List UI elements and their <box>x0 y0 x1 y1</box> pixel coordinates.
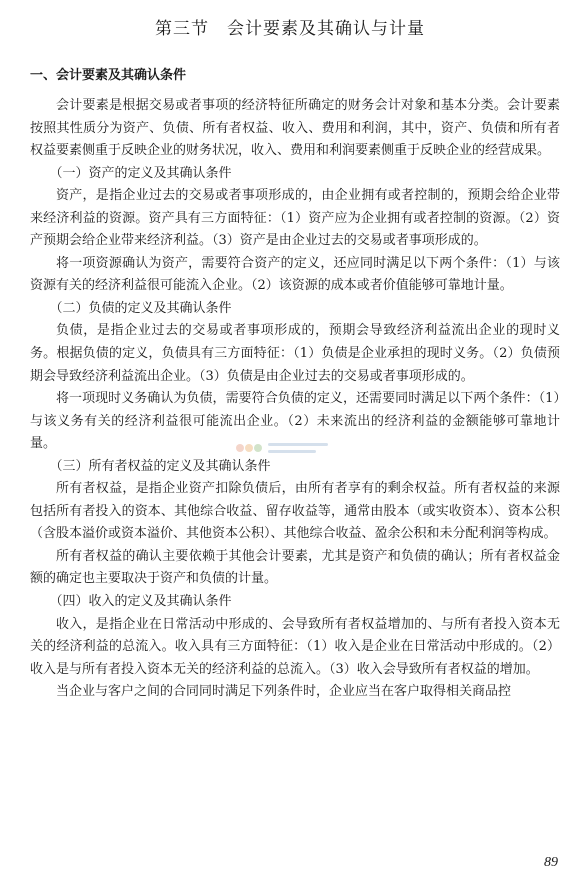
paragraph: 将一项资源确认为资产，需要符合资产的定义，还应同时满足以下两个条件：（1）与该资源有关的经济利益很可能流入企业。（2）该资源的成本或者价值能够可靠地计量。 <box>30 255 560 294</box>
paragraph: 收入，是指企业在日常活动中形成的、会导致所有者权益增加的、与所有者投入资本无关的经济利益的总流入。收入具有三方面特征：（1）收入是企业在日常活动中形成的。（2）收入是与所有者投入资本无关的经济利益的总流入。（3）收入会导致所有者权益的增加。 <box>30 616 560 677</box>
paragraph: 所有者权益的确认主要依赖于其他会计要素，尤其是资产和负债的确认；所有者权益金额的确定也主要取决于资产和负债的计量。 <box>30 548 560 587</box>
body-text <box>30 95 560 704</box>
subheading-revenue: （四）收入的定义及其确认条件 <box>49 594 232 610</box>
paragraph: 将一项现时义务确认为负债，需要符合负债的定义，还需要同时满足以下两个条件：（1）与该义务有关的经济利益很可能流出企业。（2）未来流出的经济利益的金额能够可靠地计量。 <box>30 391 560 452</box>
section-heading: 一、会计要素及其确认条件 <box>30 68 187 83</box>
subheading-assets: （一）资产的定义及其确认条件 <box>49 165 232 181</box>
paragraph: 会计要素是根据交易或者事项的经济特征所确定的财务会计对象和基本分类。会计要素按照其性质分为资产、负债、所有者权益、收入、费用和利润，其中，资产、负债和所有者权益要素侧重于反映企业的财务状况，收入、费用和利润要素侧重于反映企业的经营成果。 <box>30 98 560 159</box>
subheading-equity: （三）所有者权益的定义及其确认条件 <box>49 458 271 474</box>
paragraph: 负债，是指企业过去的交易或者事项形成的，预期会导致经济利益流出企业的现时义务。根据负债的定义，负债具有三方面特征：（1）负债是企业承担的现时义务。（2）负债预期会导致经济利益流出企业。（3）负债是由企业过去的交易或者事项形成的。 <box>30 323 560 384</box>
paragraph: 资产，是指企业过去的交易或者事项形成的，由企业拥有或者控制的，预期会给企业带来经济利益的资源。资产具有三方面特征：（1）资产应为企业拥有或者控制的资源。（2）资产预期会给企业带来经济利益。（3）资产是由企业过去的交易或者事项形成的。 <box>30 188 560 249</box>
subheading-liabilities: （二）负债的定义及其确认条件 <box>49 300 232 316</box>
section-title: 第三节 会计要素及其确认与计量 <box>155 19 425 39</box>
paragraph: 所有者权益，是指企业资产扣除负债后，由所有者享有的剩余权益。所有者权益的来源包括所有者投入的资本、其他综合收益、留存收益等，通常由股本（或实收资本）、资本公积（含股本溢价或资本溢价、其他资本公积）、其他综合收益、盈余公积和未分配利润等构成。 <box>30 481 560 542</box>
paragraph: 当企业与客户之间的合同同时满足下列条件时，企业应当在客户取得相关商品控 <box>56 684 512 700</box>
page-number: 89 <box>544 855 558 870</box>
